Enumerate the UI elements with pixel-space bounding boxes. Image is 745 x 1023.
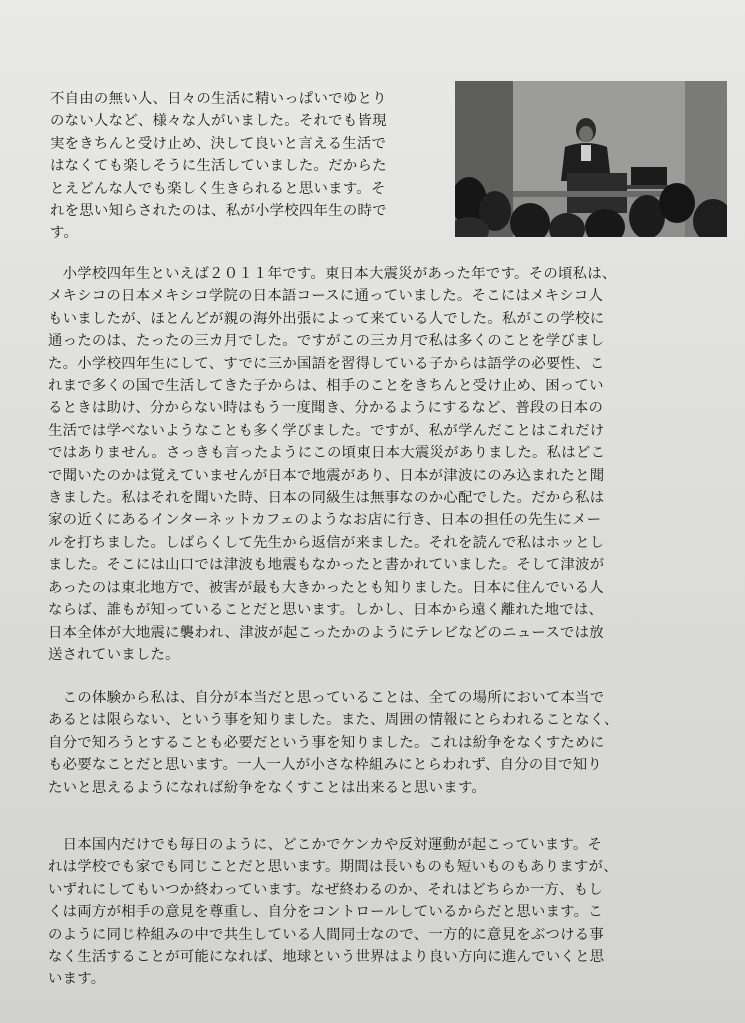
text-line: ならば、誰もが知っていることだと思います。しかし、日本から遠く離れた地では、 (48, 602, 604, 619)
text-line: きました。私はそれを聞いた時、日本の同級生は無事なのか心配でした。だから私は (48, 490, 605, 507)
text-line: くは両方が相手の意見を尊重し、自分をコントロールしているからだと思います。こ (48, 904, 603, 921)
text-line: もいましたが、ほとんどが親の海外出張によって来ている人でした。私がこの学校に (48, 310, 605, 327)
text-line: たいと思えるようになれば紛争をなくすことは出来ると思います。 (48, 779, 487, 796)
text-line: ました。そこには山口では津波も地震もなかったと書かれていました。そして津波が (48, 557, 605, 574)
text-line: あったのは東北地方で、被害が最も大きかったとも知りました。日本に住んでいる人 (48, 579, 604, 596)
text-line: ではありません。さっきも言ったようにこの頃東日本大震災がありました。私はどこ (48, 445, 606, 462)
text-line: 家の近くにあるインターネットカフェのようなお店に行き、日本の担任の先生にメー (48, 512, 602, 529)
text-line: とえどんな人でも楽しく生きられると思います。そ (50, 180, 386, 197)
text-line: なく生活することが可能になれば、地球という世界はより良い方向に進んでいくと思 (48, 949, 605, 966)
paragraph-experience (48, 263, 617, 666)
text-line: るときは助け、分からない時はもう一度聞き、分かるようにするなど、普段の日本の (48, 400, 604, 417)
paragraph-intro (50, 88, 387, 245)
speech-photo (455, 81, 727, 237)
text-line: この体験から私は、自分が本当だと思っていることは、全ての場所において本当で (48, 690, 605, 706)
text-line: す。 (50, 225, 79, 242)
text-line: のように同じ枠組みの中で共生している人間同士なので、一方的に意見をぶつける事 (48, 926, 605, 943)
text-line: あるとは限らない、という事を知りました。また、周囲の情報にとらわれることなく、 (48, 712, 619, 729)
text-line: も必要なことだと思います。一人一人が小さな枠組みにとらわれず、自分の目で知り (48, 757, 603, 774)
text-line: れを思い知らされたのは、私が小学校四年生の時で (50, 203, 387, 220)
text-line: います。 (48, 971, 106, 988)
text-line: た。小学校四年生にして、すでに三か国語を習得している子からは語学の必要性、こ (48, 355, 605, 372)
text-line: いずれにしてもいつか終わっています。なぜ終わるのか、それはどちらか一方、もし (48, 881, 604, 898)
text-line: れまで多くの国で生活してきた子からは、相手のことをきちんと受け止め、困ってい (48, 378, 604, 395)
paragraph-conclusion (48, 834, 618, 991)
text-line: 日本国内だけでも毎日のように、どこかでケンカや反対運動が起こっています。そ (48, 837, 603, 853)
text-line: 実をきちんと受け止め、決して良いと言える生活で (50, 135, 387, 152)
text-line: 自分で知ろうとすることも必要だという事を知りました。これは紛争をなくすために (48, 734, 605, 751)
text-line: はなくても楽しそうに生活していました。だからた (50, 158, 387, 175)
text-line: で聞いたのかは覚えていませんが日本で地震があり、日本が津波にのみ込まれたと聞 (48, 467, 605, 484)
text-line: 小学校四年生といえば２０１１年です。東日本大震災があった年です。その頃私は、 (48, 266, 617, 282)
text-line: のない人など、様々な人がいました。それでも皆現 (50, 113, 387, 130)
text-line: れは学校でも家でも同じことだと思います。期間は長いものも短いものもありますが、 (48, 859, 618, 876)
text-line: 通ったのは、たったの三カ月でした。ですがこの三カ月で私は多くのことを学びまし (48, 333, 605, 350)
text-line: 不自由の無い人、日々の生活に精いっぱいでゆとり (50, 91, 387, 107)
paragraph-lesson (48, 687, 619, 799)
text-line: ルを打ちました。しばらくして先生から返信が来ました。それを読んで私はホッとし (48, 534, 605, 551)
text-line: 送されていました。 (48, 646, 180, 663)
text-line: 生活では学べないようなことも多く学びました。ですが、私が学んだことはこれだけ (48, 422, 605, 439)
text-line: 日本全体が大地震に襲われ、津波が起こったかのようにテレビなどのニュースでは放 (48, 624, 604, 641)
text-line: メキシコの日本メキシコ学院の日本語コースに通っていました。そこにはメキシコ人 (48, 288, 604, 305)
